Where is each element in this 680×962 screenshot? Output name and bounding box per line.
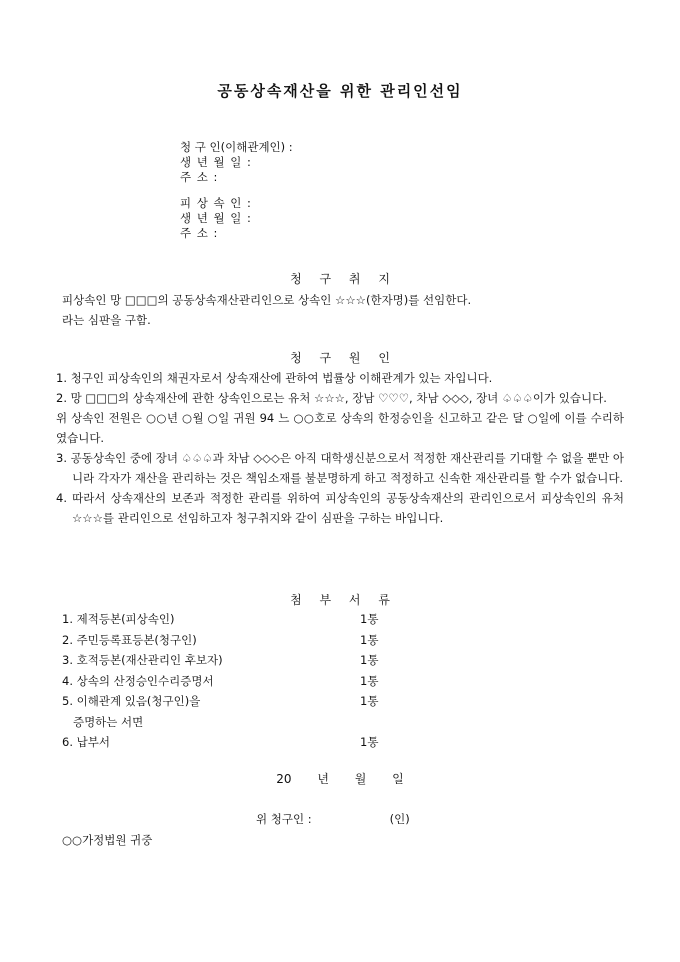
attachment-item: 3. 호적등본(재산관리인 후보자) 1통 [62,653,379,667]
attachment-item: 2. 주민등록표등본(청구인) 1통 [62,632,379,647]
signature-line [256,811,410,827]
attachment-item: 증명하는 서면 [62,714,144,729]
filing-date: 20 년 월 일 [276,772,404,786]
decedent-birthdate-row [180,211,256,226]
decedent-address-label: 주 소 : [180,226,219,240]
claimant-address-label: 주 소 : [180,170,219,184]
decedent-birthdate-label: 생 년 월 일 : [180,211,252,225]
purpose-line: 라는 심판을 구함. [62,313,151,327]
claimant-row [180,140,293,155]
attachment-item: 6. 납부서 1통 [62,735,379,749]
purpose-line: 피상속인 망 □□□의 공동상속재산관리인으로 상속인 ☆☆☆(한자명)를 선임한다. [62,293,472,307]
document-title: 공동상속재산을 위한 관리인선임 [217,82,463,100]
seal-mark: (인) [389,812,410,826]
attachment-item: 4. 상속의 산정승인수리증명서 1통 [62,673,379,688]
court-addressee: ○○가정법원 귀중 [62,833,153,847]
cause-paragraph-2-note: 위 상속인 전원은 ○○년 ○월 ○일 귀원 94 느 ○○호로 상속의 한정승인을 신고하고 같은 달 ○일에 이를 수리하였습니다. [56,411,624,445]
attachments-heading: 첨 부 서 류 [290,593,390,607]
claimant-label: 청 구 인(이해관계인) : [180,140,293,154]
signature-label: 위 청구인 : [256,812,312,826]
decedent-fields [180,196,256,241]
claimant-birthdate-label: 생 년 월 일 : [180,155,252,169]
attachment-item: 1. 제적등본(피상속인) 1통 [62,612,379,626]
cause-paragraph-2: 2. 망 □□□의 상속재산에 관한 상속인으로는 유처 ☆☆☆, 장남 ♡♡♡, 차남 ◇◇◇, 장녀 ♤♤♤이가 있습니다. [56,391,607,405]
cause-paragraph-1: 1. 청구인 피상속인의 채권자로서 상속재산에 관하여 법률상 이해관계가 있는 자입니다. [56,371,493,385]
purpose-section [62,290,630,330]
attachment-item: 5. 이해관계 있음(청구인)을 1통 [62,694,379,708]
decedent-label: 피 상 속 인 : [180,196,252,210]
cause-paragraph-4: 4. 따라서 상속재산의 보존과 적정한 관리를 위하여 피상속인의 공동상속재산의 관리인으로서 피상속인의 유처 ☆☆☆를 관리인으로 선임하고자 청구취지와 같이 심판을 구하는 바입니다. [56,491,624,525]
attachments-list [62,609,462,753]
cause-section [56,368,624,528]
cause-heading: 청 구 원 인 [290,351,390,365]
purpose-heading: 청 구 취 지 [290,272,390,286]
decedent-row [180,196,256,211]
cause-paragraph-3: 3. 공동상속인 중에 장녀 ♤♤♤과 차남 ◇◇◇은 아직 대학생신분으로서 적정한 재산관리를 기대할 수 없을 뿐만 아니라 각자가 재산을 관리하는 것은 책임소재를 불분명하게 하고 적정하고 신속한 재산관리를 할 수가 없습니다. [56,451,624,485]
claimant-address-row [180,170,293,185]
party-fields [180,140,293,185]
decedent-address-row [180,226,256,241]
claimant-birthdate-row [180,155,293,170]
